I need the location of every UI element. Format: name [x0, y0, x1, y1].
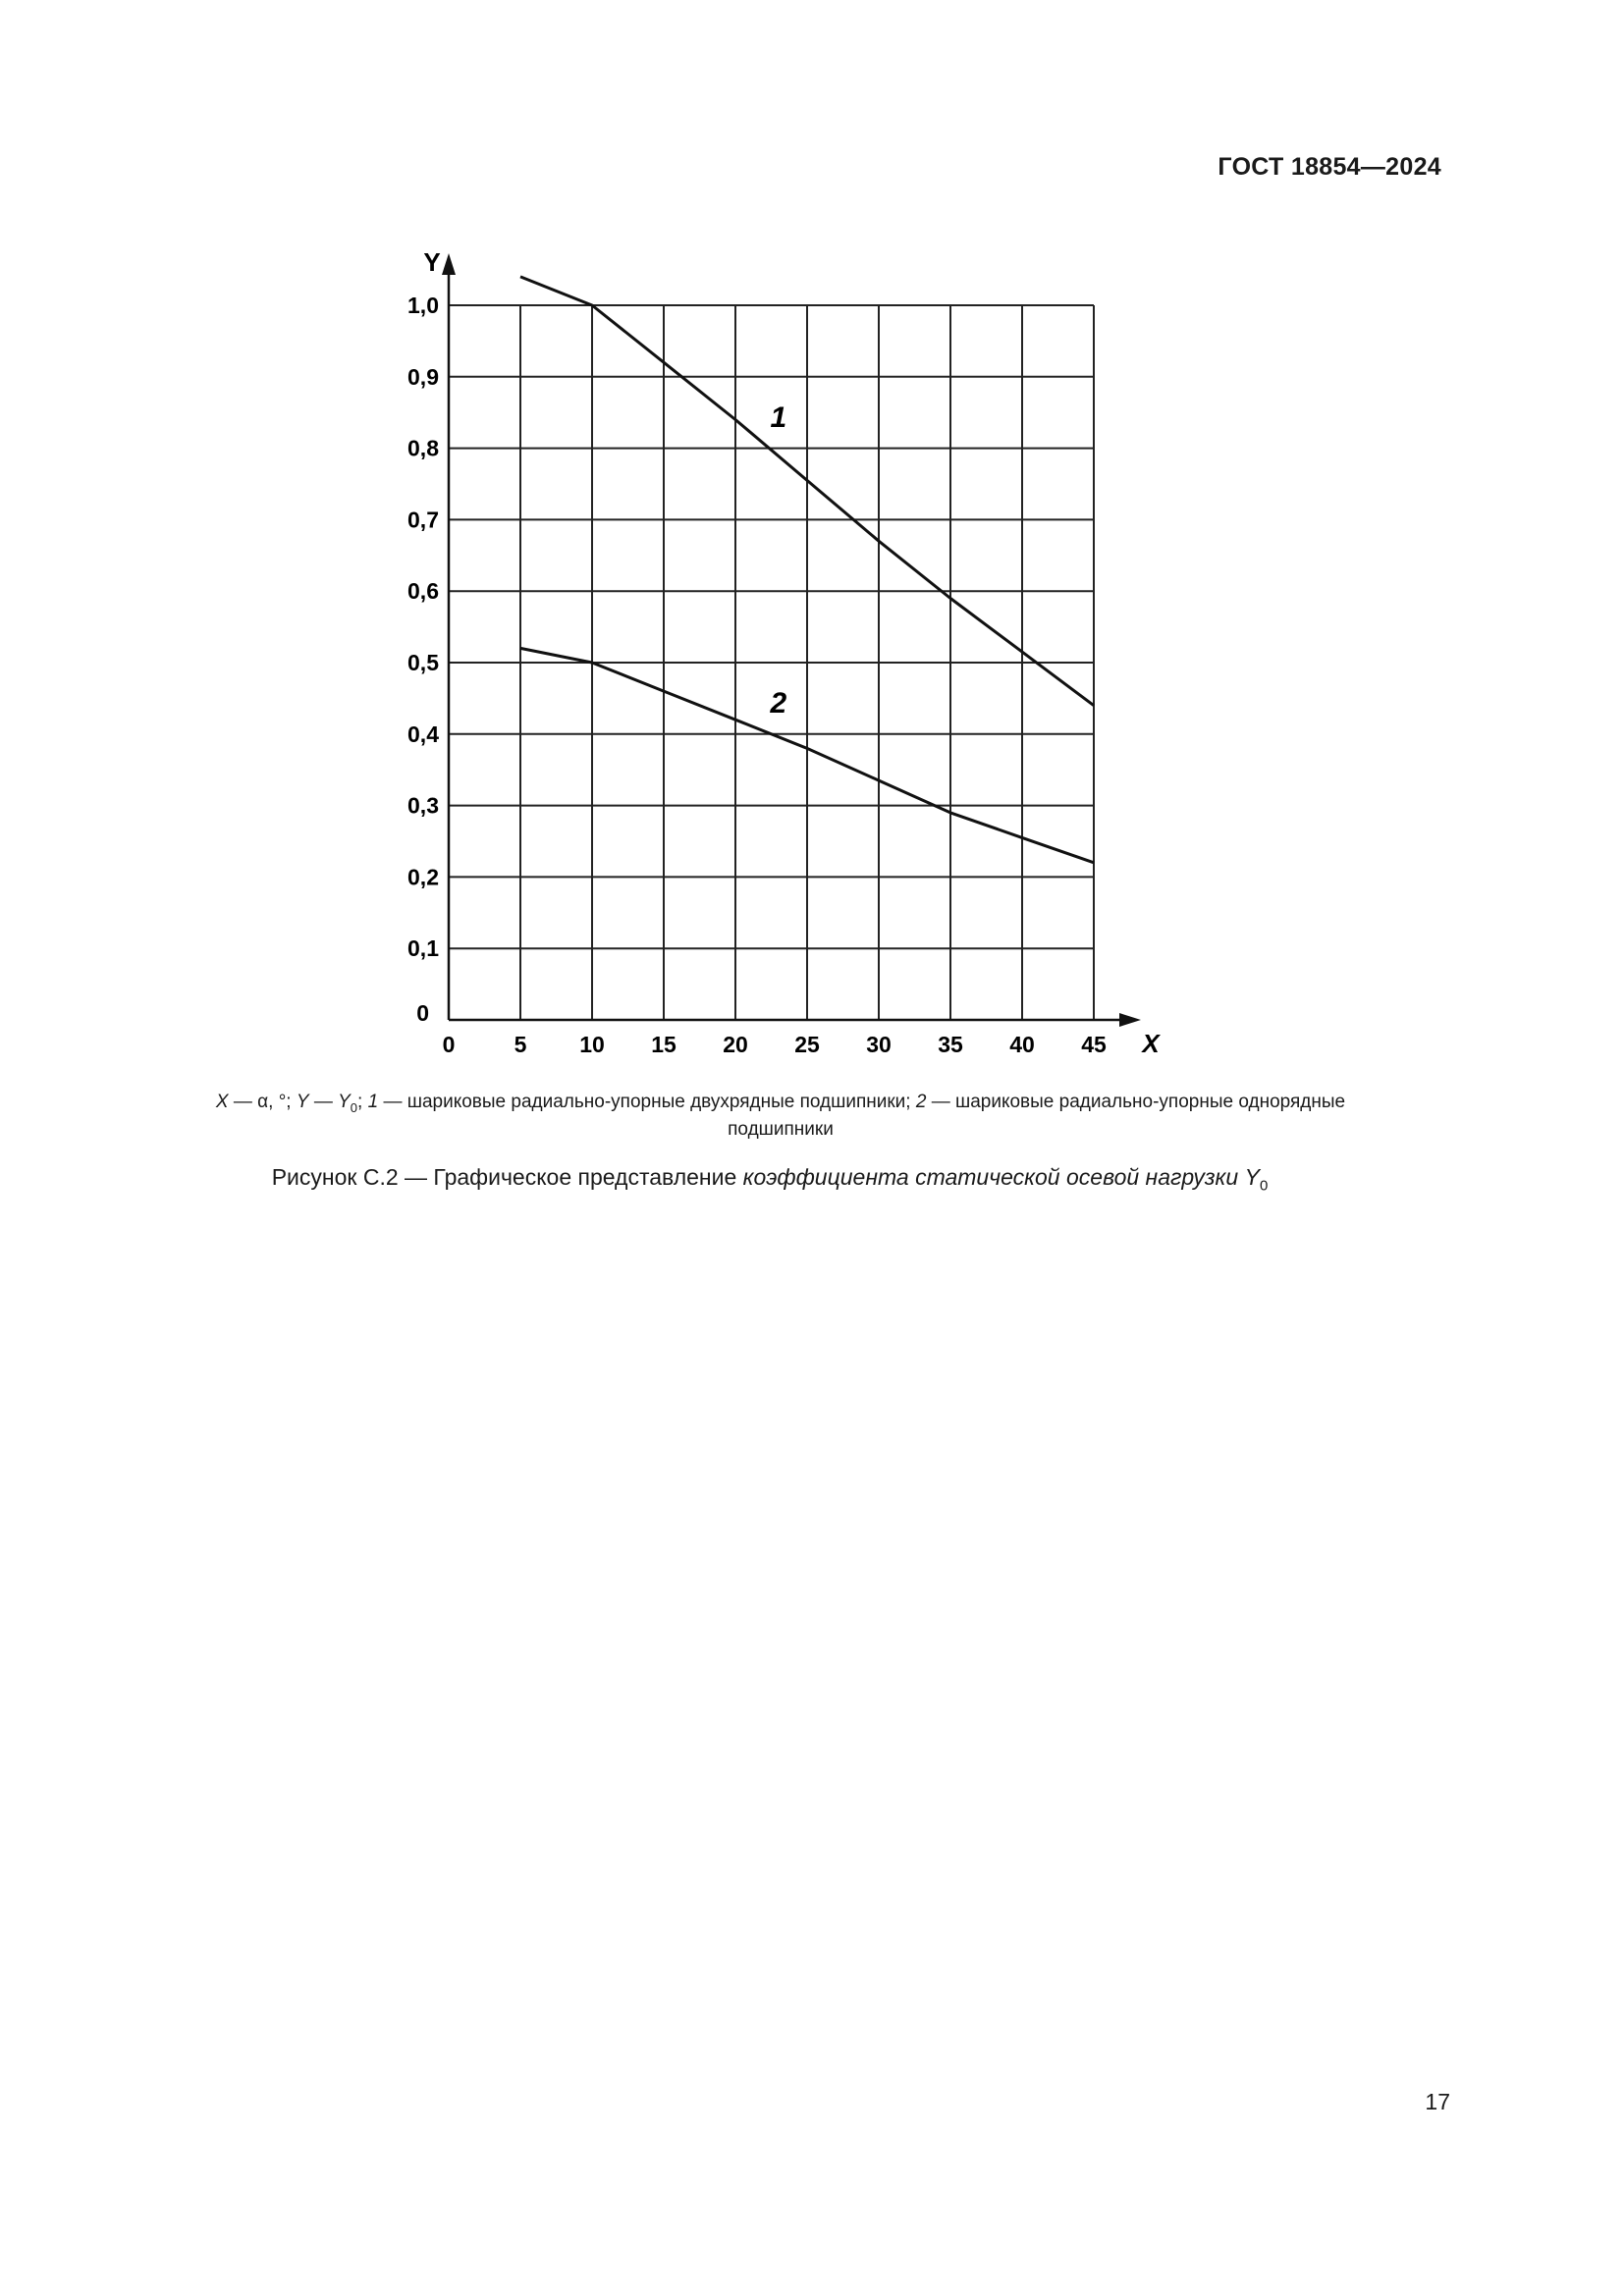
caption-italic: коэффициента статической осевой нагрузки [742, 1164, 1245, 1190]
series-2-label: 2 [770, 686, 787, 720]
y-tick-label-1: 0,1 [407, 935, 439, 962]
y-tick-label-2: 0,2 [407, 864, 439, 890]
x-axis-symbol: X [1142, 1029, 1160, 1058]
series-1-label: 1 [770, 400, 787, 434]
figure-legend [108, 1092, 1453, 1141]
legend-series-2-desc: — шариковые радиально-упорные однорядные [926, 1092, 1346, 1112]
chart-axes [442, 253, 1141, 1027]
y-tick-label-10: 1,0 [407, 293, 439, 318]
x-tick-label-20: 20 [723, 1032, 748, 1057]
x-tick-label-45: 45 [1081, 1032, 1107, 1057]
figure-caption [0, 1164, 1540, 1195]
y-tick-label-7: 0,7 [407, 507, 439, 533]
y-axis-arrow [442, 253, 456, 275]
y-tick-label-5: 0,5 [407, 650, 439, 675]
legend-series-2-number: 2 [915, 1092, 927, 1112]
y-tick-label-3: 0,3 [407, 792, 439, 819]
x-tick-label-15: 15 [651, 1032, 677, 1057]
y-tick-label-9: 0,9 [407, 363, 439, 390]
legend-y0-symbol: Y [338, 1092, 351, 1112]
x-tick-label-0: 0 [442, 1032, 456, 1057]
legend-separator: ; [357, 1092, 368, 1112]
y-axis-symbol: Y [423, 247, 441, 277]
legend-series-2-desc-cont: подшипники [728, 1118, 834, 1140]
y-tick-label-6: 0,6 [407, 578, 439, 605]
caption-prefix: Рисунок С.2 — Графическое представление [271, 1164, 743, 1190]
legend-y-symbol: Y [296, 1092, 309, 1112]
page-number: 17 [1425, 2089, 1450, 2114]
legend-series-1-desc: — шариковые радиально-упорные двухрядные подшипники; [378, 1092, 916, 1112]
x-tick-label-35: 35 [938, 1032, 963, 1057]
x-tick-label-25: 25 [794, 1032, 820, 1057]
x-tick-label-10: 10 [579, 1032, 605, 1057]
y-tick-label-0: 0 [416, 1000, 429, 1026]
y-tick-label-8: 0,8 [407, 435, 439, 461]
legend-x-symbol: X [215, 1092, 229, 1112]
legend-series-1-number: 1 [367, 1092, 379, 1112]
caption-subscript: 0 [1259, 1177, 1269, 1195]
x-axis-arrow [1119, 1013, 1141, 1027]
x-tick-label-5: 5 [514, 1032, 527, 1057]
legend-y-desc: — [308, 1092, 339, 1112]
document-code: ГОСТ 18854—2024 [1218, 153, 1441, 181]
x-tick-label-30: 30 [866, 1032, 892, 1057]
legend-x-desc: — α, °; [228, 1092, 297, 1112]
chart-y0-vs-alpha [0, 0, 1624, 1080]
y-tick-label-4: 0,4 [407, 721, 439, 747]
legend-y0-subscript: 0 [350, 1099, 358, 1115]
x-tick-label-40: 40 [1009, 1032, 1035, 1057]
caption-symbol: Y [1244, 1164, 1260, 1190]
